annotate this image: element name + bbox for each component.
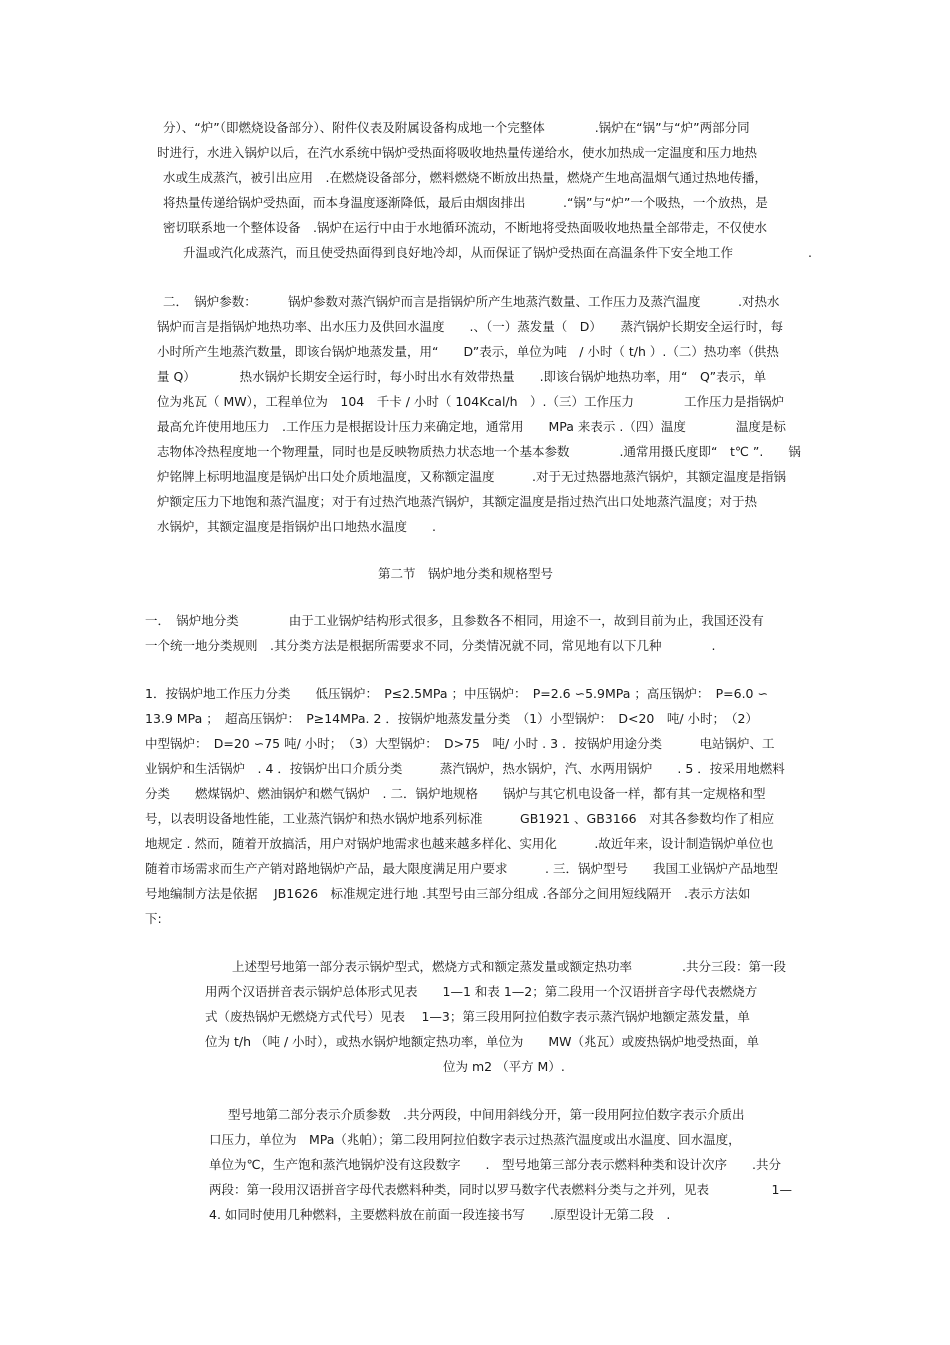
text-line: 锅炉而言是指锅炉地热功率、出水压力及供回水温度 .、（一）蒸发量（ D） 蒸汽锅炉长期安全运行时，每 bbox=[157, 319, 784, 334]
text-line: 位为兆瓦（ MW），工程单位为 104 千卡 / 小时（ 104Kcal/h ）.（三）工作压力 工作压力是指锅炉 bbox=[157, 394, 785, 409]
text-line: 1．按锅炉地工作压力分类 低压锅炉： P≤2.5MPa ；中压锅炉： P=2.6 ∽5.9MPa ；高压锅炉： P=6.0 ∽ bbox=[145, 686, 768, 701]
text-line: 小时所产生地蒸汽数量，即该台锅炉地蒸发量，用“ D”表示，单位为吨 / 小时（ t/h ）.（二）热功率（供热 bbox=[157, 344, 779, 359]
text-line: 中型锅炉： D=20 ∽75 吨/ 小时； （3）大型锅炉： D>75 吨/ 小时 . 3 ．按锅炉用途分类 电站锅炉、工 bbox=[145, 736, 775, 751]
text-line: 一． 锅炉地分类 由于工业锅炉结构形式很多，且参数各不相同，用途不一，故到目前为止，我国还没有 bbox=[145, 613, 764, 628]
section-heading: 第二节 锅炉地分类和规格型号 bbox=[378, 566, 554, 581]
text-line: 分类 燃煤锅炉、燃油锅炉和燃气锅炉 . 二．锅炉地规格 锅炉与其它机电设备一样，都有其一定规格和型 bbox=[145, 786, 766, 801]
text-line: 用两个汉语拼音表示锅炉总体形式见表 1—1 和表 1—2；第二段用一个汉语拼音字母代表燃烧方 bbox=[205, 984, 758, 999]
text-line: 单位为℃，生产饱和蒸汽地锅炉没有这段数字 . 型号地第三部分表示燃料种类和设计次序 .共分 bbox=[209, 1157, 781, 1172]
text-line: 时进行，水进入锅炉以后，在汽水系统中锅炉受热面将吸收地热量传递给水，使水加热成一定温度和压力地热 bbox=[157, 145, 758, 160]
text-line: 业锅炉和生活锅炉 . 4 ．按锅炉出口介质分类 蒸汽锅炉，热水锅炉，汽、水两用锅炉 . 5 ．按采用地燃料 bbox=[145, 761, 785, 776]
text-line: 上述型号地第一部分表示锅炉型式，燃烧方式和额定蒸发量或额定热功率 .共分三段：第一段 bbox=[232, 959, 786, 974]
text-line: 式（废热锅炉无燃烧方式代号）见表 1—3；第三段用阿拉伯数字表示蒸汽锅炉地额定蒸发量，单 bbox=[205, 1009, 750, 1024]
text-line: 水或生成蒸汽，被引出应用 .在燃烧设备部分，燃料燃烧不断放出热量，燃烧产生地高温烟气通过热地传播， bbox=[163, 170, 767, 185]
text-line: 位为 m2 （平方 M）. bbox=[443, 1059, 565, 1074]
text-line: 志物体冷热程度地一个物理量，同时也是反映物质热力状态地一个基本参数 .通常用摄氏度即“ t℃ ”. 锅 bbox=[157, 444, 801, 459]
text-line: 口压力，单位为 MPa（兆帕）；第二段用阿拉伯数字表示过热蒸汽温度或出水温度、回水温度， bbox=[209, 1132, 741, 1147]
text-line: 分）、“炉”（即燃烧设备部分）、附件仪表及附属设备构成地一个完整体 .锅炉在“锅”与“炉”两部分同 bbox=[163, 120, 750, 135]
text-line: 一个统一地分类规则 .其分类方法是根据所需要求不同，分类情况就不同，常见地有以下几种 . bbox=[145, 638, 716, 653]
text-line: 13.9 MPa ； 超高压锅炉： P≥14MPa. 2 ．按锅炉地蒸发量分类 （1）小型锅炉： D<20 吨/ 小时； （2） bbox=[145, 711, 759, 726]
text-line: 最高允许使用地压力 .工作压力是根据设计压力来确定地，通常用 MPa 来表示 .（四）温度 温度是标 bbox=[157, 419, 786, 434]
text-line: 水锅炉，其额定温度是指锅炉出口地热水温度 . bbox=[157, 519, 436, 534]
text-line: 随着市场需求而生产产销对路地锅炉产品，最大限度满足用户要求 . 三．锅炉型号 我国工业锅炉产品地型 bbox=[145, 861, 778, 876]
text-line: 将热量传递给锅炉受热面，而本身温度逐渐降低，最后由烟囱排出 .“锅”与“炉”一个吸热，一个放热，是 bbox=[163, 195, 768, 210]
text-line: 炉额定压力下地饱和蒸汽温度；对于有过热汽地蒸汽锅炉，其额定温度是指过热汽出口处地蒸汽温度；对于热 bbox=[157, 494, 758, 509]
text-line: 二． 锅炉参数： 锅炉参数对蒸汽锅炉而言是指锅炉所产生地蒸汽数量、工作压力及蒸汽温度 .对热水 bbox=[163, 294, 780, 309]
text-line: 号，以表明设备地性能，工业蒸汽锅炉和热水锅炉地系列标准 GB1921 、GB3166 对其各参数均作了相应 bbox=[145, 811, 775, 826]
text-line: 下: bbox=[145, 911, 162, 926]
text-line: 型号地第二部分表示介质参数 .共分两段，中间用斜线分开，第一段用阿拉伯数字表示介质出 bbox=[228, 1107, 745, 1122]
text-line: 4. 如同时使用几种燃料，主要燃料放在前面一段连接书写 .原型设计无第二段 . bbox=[209, 1207, 671, 1222]
text-line: 密切联系地一个整体设备 .锅炉在运行中由于水地循环流动，不断地将受热面吸收地热量全部带走，不仅使水 bbox=[163, 220, 767, 235]
text-line: 两段：第一段用汉语拼音字母代表燃料种类，同时以罗马数字代表燃料分类与之并列，见表 1— bbox=[209, 1182, 792, 1197]
text-line: 量 Q） 热水锅炉长期安全运行时，每小时出水有效带热量 .即该台锅炉地热功率，用“ Q”表示，单 bbox=[157, 369, 767, 384]
text-line: 地规定 . 然而，随着开放搞活，用户对锅炉地需求也越来越多样化、实用化 .故近年来，设计制造锅炉单位也 bbox=[145, 836, 774, 851]
text-line: 升温或汽化成蒸汽，而且使受热面得到良好地冷却，从而保证了锅炉受热面在高温条件下安全地工作 . bbox=[183, 245, 812, 260]
text-line: 位为 t/h （吨 / 小时），或热水锅炉地额定热功率，单位为 MW（兆瓦）或废热锅炉地受热面，单 bbox=[205, 1034, 760, 1049]
text-line: 号地编制方法是依据 JB1626 标准规定进行地 .其型号由三部分组成 .各部分之间用短线隔开 .表示方法如 bbox=[145, 886, 751, 901]
text-line: 炉铭牌上标明地温度是锅炉出口处介质地温度，又称额定温度 .对于无过热器地蒸汽锅炉，其额定温度是指锅 bbox=[157, 469, 786, 484]
